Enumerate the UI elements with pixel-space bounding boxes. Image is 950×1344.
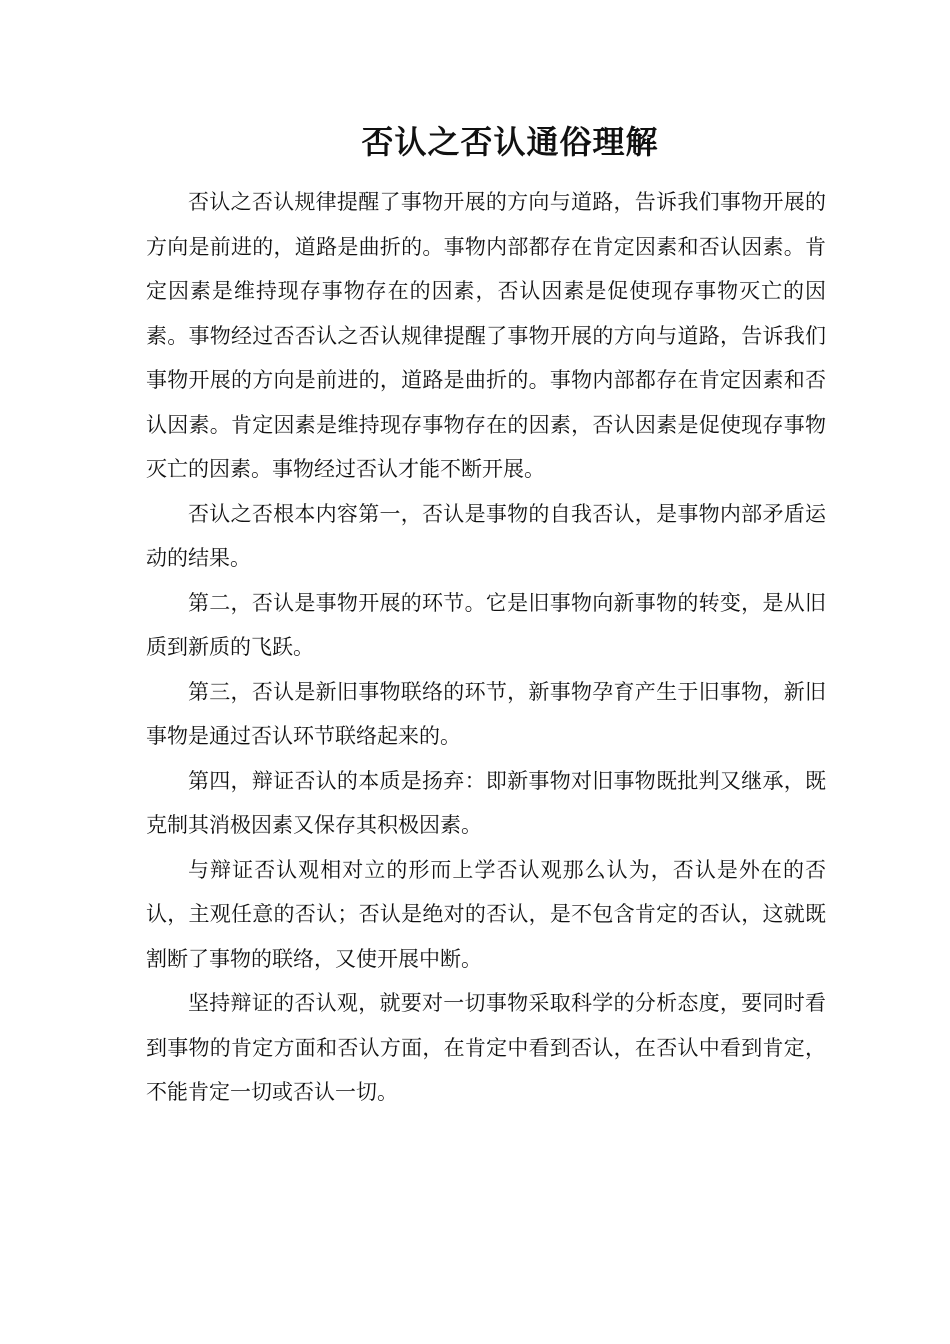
paragraph-3: 第二，否认是事物开展的环节。它是旧事物向新事物的转变，是从旧质到新质的飞跃。	[146, 590, 826, 659]
paragraph-1: 否认之否认规律提醒了事物开展的方向与道路，告诉我们事物开展的方向是前进的，道路是曲折的。事物内部都存在肯定因素和否认因素。肯定因素是维持现存事物存在的因素，否认因素是促使现存事物灭亡的因素。事物经过否否认之否认规律提醒了事物开展的方向与道路，告诉我们事物开展的方向是前进的，道路是曲折的。事物内部都存在肯定因素和否认因素。肯定因素是维持现存事物存在的因素，否认因素是促使现存事物灭亡的因素。事物经过否认才能不断开展。	[146, 190, 826, 481]
paragraph-2: 否认之否根本内容第一，否认是事物的自我否认，是事物内部矛盾运动的结果。	[146, 501, 826, 570]
paragraph-5: 第四，辩证否认的本质是扬弃：即新事物对旧事物既批判又继承，既克制其消极因素又保存其积极因素。	[146, 768, 826, 837]
paragraph-6: 与辩证否认观相对立的形而上学否认观那么认为，否认是外在的否认，主观任意的否认；否认是绝对的否认，是不包含肯定的否认，这就既割断了事物的联络，又使开展中断。	[146, 857, 826, 971]
document-title: 否认之否认通俗理解	[361, 123, 659, 161]
document-body	[146, 180, 826, 1115]
paragraph-4: 第三，否认是新旧事物联络的环节，新事物孕育产生于旧事物，新旧事物是通过否认环节联络起来的。	[146, 679, 826, 748]
paragraph-7: 坚持辩证的否认观，就要对一切事物采取科学的分析态度，要同时看到事物的肯定方面和否认方面，在肯定中看到否认，在否认中看到肯定，不能肯定一切或否认一切。	[146, 991, 826, 1104]
